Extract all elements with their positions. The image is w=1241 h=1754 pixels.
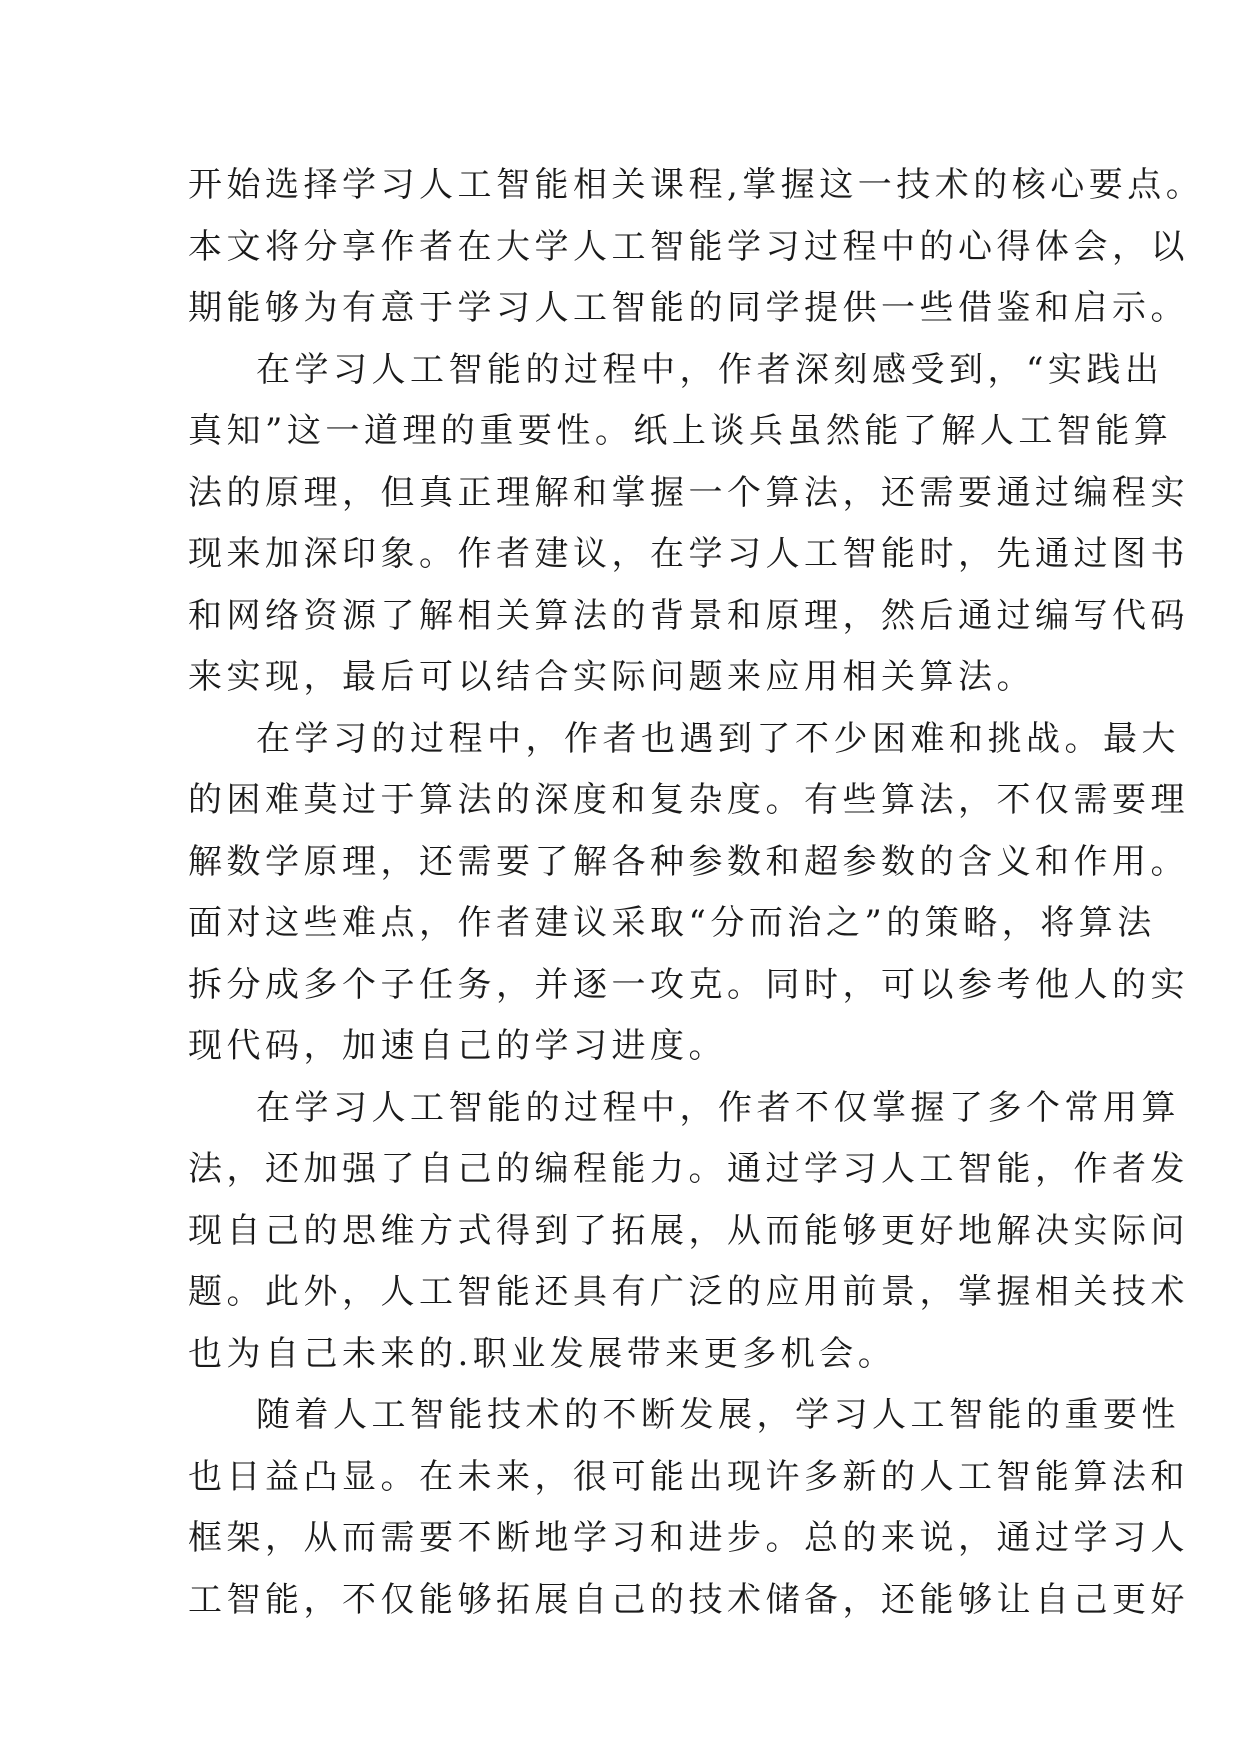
- text-line: 真知”这一道理的重要性。纸上谈兵虽然能了解人工智能算: [188, 411, 1173, 451]
- text-line: 解数学原理，还需要了解各种参数和超参数的含义和作用。: [188, 841, 1189, 882]
- text-line: 法的原理，但真正理解和掌握一个算法，还需要通过编程实: [188, 472, 1189, 513]
- text-line: 框架，从而需要不断地学习和进步。总的来说，通过学习人: [188, 1518, 1189, 1558]
- text-line: 也日益凸显。在未来，很可能出现许多新的人工智能算法和: [188, 1456, 1189, 1497]
- text-line: 也为自己未来的.职业发展带来更多机会。: [188, 1333, 897, 1374]
- text-line: 面对这些难点，作者建议采取“分而治之”的策略，将算法: [188, 903, 1156, 943]
- text-line: 和网络资源了解相关算法的背景和原理，然后通过编写代码: [188, 595, 1189, 636]
- text-line: 题。此外，人工智能还具有广泛的应用前景，掌握相关技术: [188, 1272, 1189, 1312]
- text-line: 在学习人工智能的过程中，作者深刻感受到，“实践出: [256, 349, 1164, 390]
- text-line: 在学习的过程中，作者也遇到了不少困难和挑战。最大: [256, 718, 1180, 759]
- text-line: 在学习人工智能的过程中，作者不仅掌握了多个常用算: [256, 1087, 1180, 1128]
- text-line: 法，还加强了自己的编程能力。通过学习人工智能，作者发: [188, 1149, 1189, 1189]
- text-line: 本文将分享作者在大学人工智能学习过程中的心得体会，以: [188, 226, 1189, 267]
- text-line: 的困难莫过于算法的深度和复杂度。有些算法，不仅需要理: [188, 780, 1189, 820]
- text-line: 来实现，最后可以结合实际问题来应用相关算法。: [188, 657, 1035, 697]
- text-line: 现代码，加速自己的学习进度。: [188, 1026, 727, 1066]
- text-line: 拆分成多个子任务，并逐一攻克。同时，可以参考他人的实: [188, 964, 1189, 1005]
- text-line: 现自己的思维方式得到了拓展，从而能够更好地解决实际问: [188, 1210, 1189, 1251]
- text-line: 现来加深印象。作者建议，在学习人工智能时，先通过图书: [188, 534, 1189, 574]
- document-body: [188, 155, 1205, 1631]
- text-line: 随着人工智能技术的不断发展，学习人工智能的重要性: [256, 1395, 1180, 1435]
- text-line: 工智能，不仅能够拓展自己的技术储备，还能够让自己更好: [188, 1579, 1189, 1620]
- text-line: 开始选择学习人工智能相关课程,掌握这一技术的核心要点。: [188, 165, 1205, 205]
- text-line: 期能够为有意于学习人工智能的同学提供一些借鉴和启示。: [188, 288, 1189, 328]
